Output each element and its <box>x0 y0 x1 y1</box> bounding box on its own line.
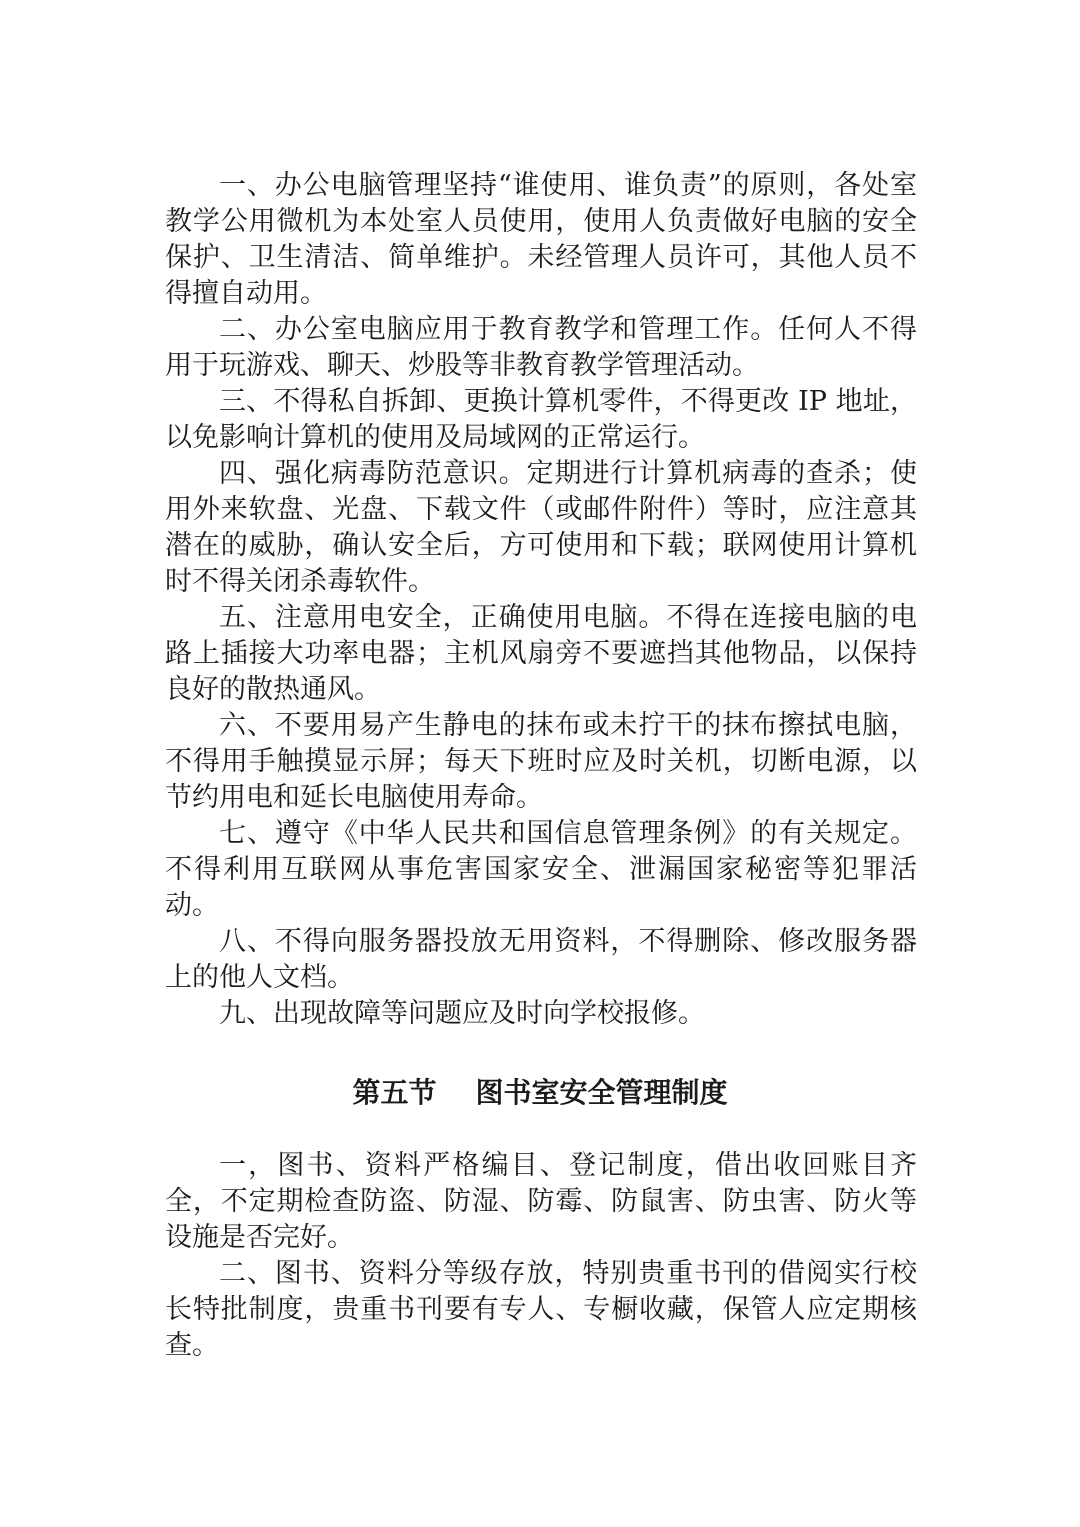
rule-paragraph-7: 七、遵守《中华人民共和国信息管理条例》的有关规定。不得利用互联网从事危害国家安全、泄漏国家秘密等犯罪活动。 <box>165 818 917 921</box>
rule-paragraph-5: 五、注意用电安全，正确使用电脑。不得在连接电脑的电路上插接大功率电器；主机风扇旁不要遮挡其他物品，以保持良好的散热通风。 <box>165 602 917 705</box>
library-rule-paragraph-2: 二、图书、资料分等级存放，特别贵重书刊的借阅实行校长特批制度，贵重书刊要有专人、专橱收藏，保管人应定期核查。 <box>165 1258 917 1361</box>
rule-paragraph-9: 九、出现故障等问题应及时向学校报修。 <box>219 998 705 1029</box>
section-heading-library: 第五节 图书室安全管理制度 <box>352 1076 728 1109</box>
rule-paragraph-2: 二、办公室电脑应用于教育教学和管理工作。任何人不得用于玩游戏、聊天、炒股等非教育教学管理活动。 <box>165 314 917 381</box>
rule-paragraph-4: 四、强化病毒防范意识。定期进行计算机病毒的查杀；使用外来软盘、光盘、下载文件（或邮件附件）等时，应注意其潜在的威胁，确认安全后，方可使用和下载；联网使用计算机时不得关闭杀毒软件。 <box>165 458 917 597</box>
library-rule-paragraph-1: 一，图书、资料严格编目、登记制度，借出收回账目齐全，不定期检查防盗、防湿、防霉、防鼠害、防虫害、防火等设施是否完好。 <box>165 1150 917 1253</box>
rule-paragraph-6: 六、不要用易产生静电的抹布或未拧干的抹布擦拭电脑，不得用手触摸显示屏；每天下班时应及时关机，切断电源，以节约用电和延长电脑使用寿命。 <box>165 710 917 813</box>
library-safety-rules <box>165 1148 917 1364</box>
rule-paragraph-8: 八、不得向服务器投放无用资料，不得删除、修改服务器上的他人文档。 <box>165 926 917 993</box>
rule-paragraph-1: 一、办公电脑管理坚持“谁使用、谁负责”的原则，各处室教学公用微机为本处室人员使用，使用人负责做好电脑的安全保护、卫生清洁、简单维护。未经管理人员许可，其他人员不得擅自动用。 <box>165 170 917 309</box>
rule-paragraph-3: 三、不得私自拆卸、更换计算机零件，不得更改 IP 地址，以免影响计算机的使用及局域网的正常运行。 <box>165 386 917 453</box>
office-computer-rules <box>165 168 917 1032</box>
